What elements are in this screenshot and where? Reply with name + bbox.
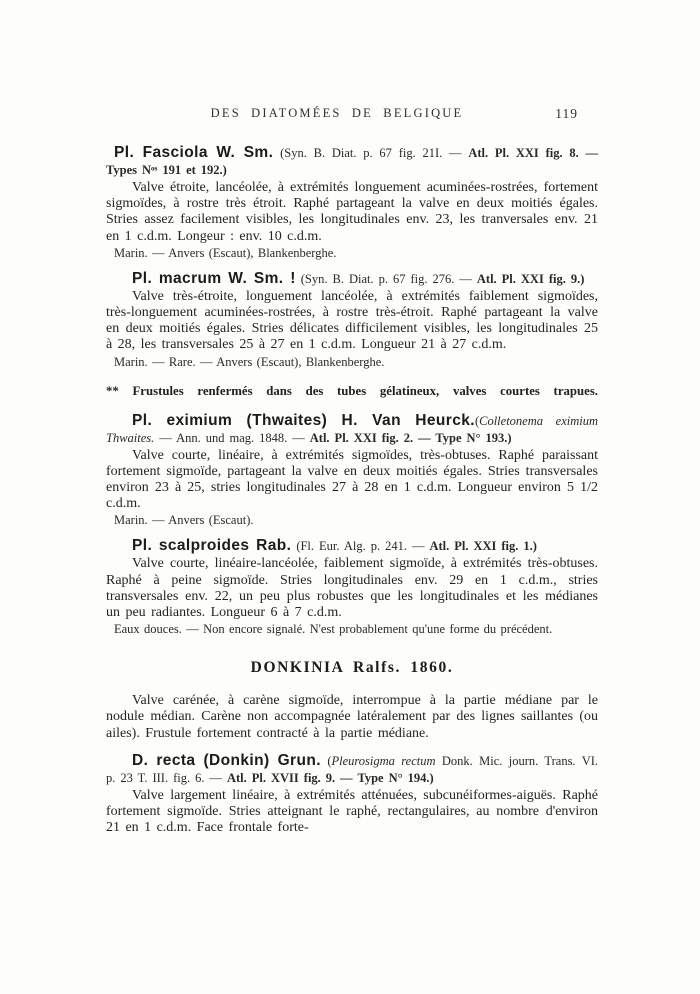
species-description: Valve largement linéaire, à extrémités atténuées, subcunéiformes-aiguës. Raphé fortement sigmoïde. Stries atteignant le raphé, rectangulaires, au nombre d'environ 21 en 1 c.d.m. Face frontale forte- [106,787,598,836]
species-name: Pl. Fasciola W. Sm. [114,144,274,161]
habitat-note: Eaux douces. — Non encore signalé. N'est probablement qu'une forme du précédent. [114,622,553,637]
species-entry-fasciola [106,144,598,261]
species-entry-scalproides [106,537,598,637]
species-reference: (Pleurosigma rectum Donk. Mic. journ. Trans. VI. p. 23 T. III. fig. 6. — Atl. Pl. XVII fig. 9. — Type N° 194.) [106,753,599,785]
species-reference: (Colletonema eximium Thwaites. — Ann. und mag. 1848. — Atl. Pl. XXI fig. 2. — Type N° 193.) [106,413,598,445]
species-name: D. recta (Donkin) Grun. [132,751,321,769]
species-name: Pl. macrum W. Sm. ! [132,269,296,287]
running-title: DES DIATOMÉES DE BELGIQUE [210,106,464,120]
species-heading [106,752,598,787]
habitat-note: Marin. — Anvers (Escaut), Blankenberghe. [114,245,337,260]
species-heading [106,144,598,179]
species-heading [106,412,598,447]
running-header [106,106,598,124]
species-description: Valve courte, linéaire-lancéolée, faiblement sigmoïde, à extrémités très-obtuses. Raphé à peine sigmoïde. Stries longitudinales env. 29 en 1 c.d.m., stries transversales env. 22, un peu plus robustes que les longitudinales et les médianes un peu radiantes. Longueur 6 à 7 c.d.m. [106,556,598,621]
species-reference: (Syn. B. Diat. p. 67 fig. 276. — Atl. Pl. XXI fig. 9.) [300,271,585,286]
species-description: Valve très-étroite, longuement lancéolée, à extrémités faiblement sigmoïdes, très-longuement acuminées-rostrées, à rostre très-étroit. Raphé partageant la valve en deux moitiés égales. Stries délicates difficilement visibles, les longitudinales 25 à 28, les transversales 25 à 27 en 1 c.d.m. Longueur 21 à 27 c.d.m. [106,288,598,353]
species-reference: (Syn. B. Diat. p. 67 fig. 21I. — Atl. Pl. XXI fig. 8. — Types Nᵒˢ 191 et 192.) [106,146,598,177]
species-description: Valve courte, linéaire, à extrémités sigmoïdes, très-obtuses. Raphé paraissant fortement sigmoïde, partageant la valve en deux moitiés égales. Stries transversales environ 23 à 25, stries longitudinales 27 à 28 en 1 c.d.m. Longueur environ 5 1/2 c.d.m. [106,447,598,512]
species-name: Pl. eximium (Thwaites) H. Van Heurck. [132,411,475,429]
genus-heading: DONKINIA Ralfs. 1860. [250,659,454,677]
page-number: 119 [555,106,578,121]
genus-description: Valve carénée, à carène sigmoïde, interrompue à la partie médiane par le nodule médian. Carène non accompagnée latéralement par des lignes saillantes (ou ailes). Frustule fortement contracté à la partie médiane. [106,693,598,741]
synonym-italic: Pleurosigma rectum [331,753,436,768]
species-entry-recta [106,752,598,837]
section-marker: ** Frustules renfermés dans des tubes gélatineux, valves courtes trapues. [106,383,598,398]
synonym-italic: Colletonema eximium Thwaites. [106,413,598,445]
species-name: Pl. scalproides Rab. [132,537,292,555]
habitat-note: Marin. — Anvers (Escaut). [114,513,254,528]
species-entry-macrum [106,270,598,370]
species-description: Valve étroite, lancéolée, à extrémités longuement acuminées-rostrées, fortement sigmoïdes, à rostre très étroit. Raphé partageant la valve en deux moitiés égales. Stries assez facilement visibles, les longitudinales env. 23, les tranversales env. 21 en 1 c.d.m. Longeur : env. 10 c.d.m. [106,180,598,244]
species-heading [106,270,598,288]
species-heading [106,537,598,555]
species-reference: (Fl. Eur. Alg. p. 241. — Atl. Pl. XXI fig. 1.) [296,539,537,554]
species-entry-eximium [106,412,598,529]
habitat-note: Marin. — Rare. — Anvers (Escaut), Blankenberghe. [114,354,385,369]
text-block [106,106,598,845]
